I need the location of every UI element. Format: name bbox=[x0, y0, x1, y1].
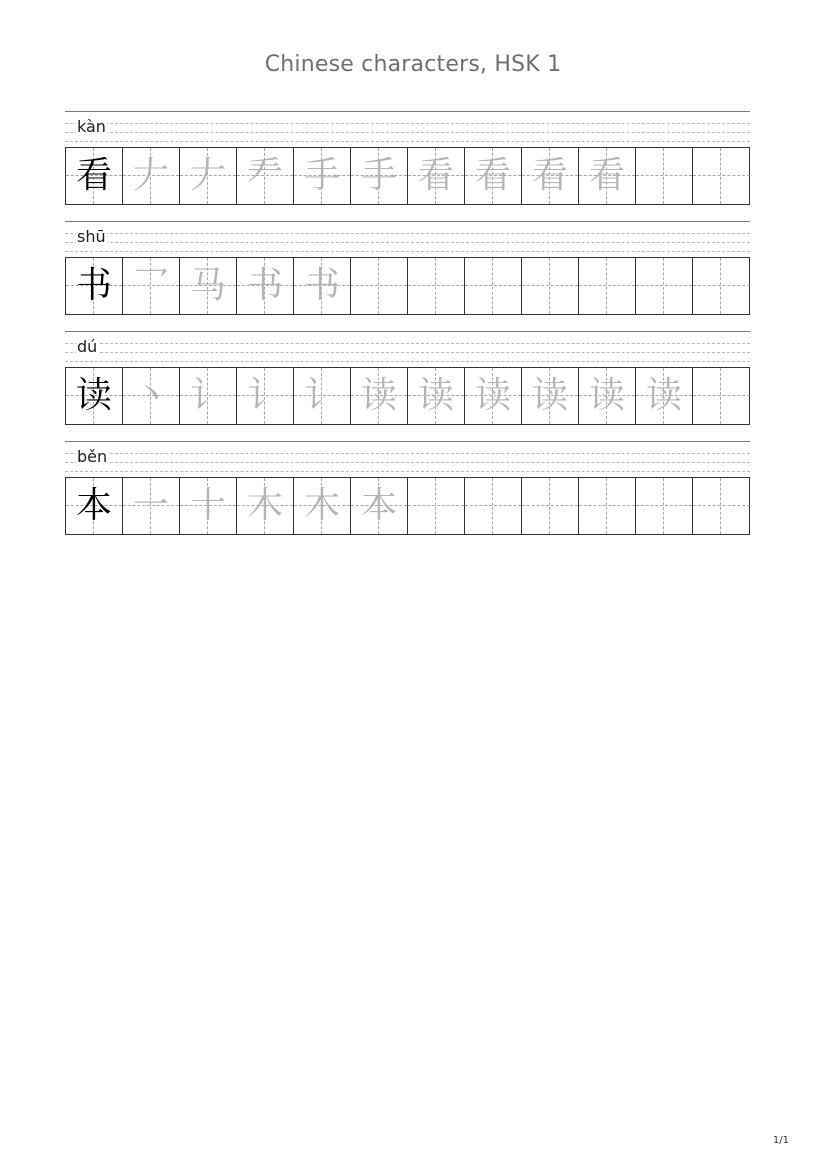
guide-line bbox=[65, 251, 750, 252]
stroke-order-trace: 读 bbox=[474, 375, 511, 416]
guide-line bbox=[65, 352, 750, 353]
guide-line bbox=[65, 471, 750, 472]
stroke-order-trace: 读 bbox=[645, 375, 682, 416]
guide-line bbox=[65, 132, 750, 133]
practice-cell[interactable] bbox=[522, 368, 579, 424]
practice-cell[interactable] bbox=[693, 258, 750, 314]
practice-cell[interactable] bbox=[351, 368, 408, 424]
practice-cell[interactable] bbox=[465, 258, 522, 314]
practice-cell[interactable] bbox=[351, 148, 408, 204]
guide-line bbox=[65, 242, 750, 243]
stroke-order-trace bbox=[636, 258, 692, 314]
stroke-order-trace bbox=[579, 478, 635, 534]
pinyin-label: shū bbox=[77, 227, 106, 246]
practice-cell[interactable] bbox=[579, 478, 636, 534]
practice-cell[interactable] bbox=[294, 148, 351, 204]
guide-line bbox=[65, 462, 750, 463]
practice-cell[interactable] bbox=[123, 368, 180, 424]
stroke-order-trace: 本 bbox=[360, 485, 397, 526]
guide-line bbox=[65, 453, 750, 454]
model-character-cell bbox=[66, 258, 123, 314]
practice-cell[interactable] bbox=[522, 258, 579, 314]
practice-cell[interactable] bbox=[123, 478, 180, 534]
practice-cell[interactable] bbox=[693, 368, 750, 424]
practice-cell[interactable] bbox=[408, 478, 465, 534]
stroke-order-trace: 书 bbox=[246, 265, 283, 306]
practice-cell[interactable] bbox=[522, 148, 579, 204]
guide-line bbox=[65, 141, 750, 142]
stroke-order-trace bbox=[693, 148, 750, 204]
practice-cell[interactable] bbox=[522, 478, 579, 534]
model-character-cell bbox=[66, 478, 123, 534]
model-character: 看 bbox=[75, 155, 112, 196]
pinyin-guide-lines bbox=[65, 441, 750, 477]
model-character: 本 bbox=[75, 485, 112, 526]
writing-grid bbox=[65, 257, 750, 315]
stroke-order-trace: 乛 bbox=[132, 265, 169, 306]
practice-cell[interactable] bbox=[237, 258, 294, 314]
stroke-order-trace: 木 bbox=[246, 485, 283, 526]
pinyin-label: běn bbox=[77, 447, 108, 466]
practice-cell[interactable] bbox=[294, 368, 351, 424]
practice-cell[interactable] bbox=[693, 478, 750, 534]
guide-line bbox=[65, 233, 750, 234]
stroke-order-trace: 看 bbox=[417, 155, 454, 196]
stroke-order-trace: 读 bbox=[360, 375, 397, 416]
stroke-order-trace: 看 bbox=[531, 155, 568, 196]
practice-cell[interactable] bbox=[237, 148, 294, 204]
practice-cell[interactable] bbox=[465, 478, 522, 534]
stroke-order-trace: 十 bbox=[189, 485, 226, 526]
pinyin-guide-lines bbox=[65, 111, 750, 147]
practice-cell[interactable] bbox=[351, 478, 408, 534]
writing-grid bbox=[65, 477, 750, 535]
stroke-order-trace: 木 bbox=[303, 485, 340, 526]
stroke-order-trace: 一 bbox=[132, 485, 169, 526]
pinyin-label: dú bbox=[77, 337, 98, 356]
practice-cell[interactable] bbox=[294, 478, 351, 534]
stroke-order-trace bbox=[522, 258, 578, 314]
practice-cell[interactable] bbox=[693, 148, 750, 204]
stroke-order-trace: 书 bbox=[303, 265, 340, 306]
practice-cell[interactable] bbox=[180, 478, 237, 534]
practice-cell[interactable] bbox=[408, 368, 465, 424]
model-character-cell bbox=[66, 148, 123, 204]
character-row bbox=[65, 221, 750, 346]
stroke-order-trace: 讠 bbox=[303, 375, 340, 416]
stroke-order-trace bbox=[522, 478, 578, 534]
stroke-order-trace: 𠂇 bbox=[132, 155, 169, 196]
stroke-order-trace bbox=[465, 478, 521, 534]
stroke-order-trace bbox=[693, 478, 750, 534]
practice-cell[interactable] bbox=[579, 368, 636, 424]
page-number: 1/1 bbox=[772, 1135, 789, 1146]
practice-cell[interactable] bbox=[408, 258, 465, 314]
character-row bbox=[65, 111, 750, 236]
stroke-order-trace: 讠 bbox=[246, 375, 283, 416]
pinyin-guide-lines bbox=[65, 331, 750, 367]
practice-cell[interactable] bbox=[579, 258, 636, 314]
writing-grid bbox=[65, 147, 750, 205]
practice-cell[interactable] bbox=[408, 148, 465, 204]
stroke-order-trace: 读 bbox=[588, 375, 625, 416]
pinyin-guide-lines bbox=[65, 221, 750, 257]
practice-cell[interactable] bbox=[465, 368, 522, 424]
page-title: Chinese characters, HSK 1 bbox=[264, 52, 562, 77]
stroke-order-trace: 𠂇 bbox=[189, 155, 226, 196]
model-character: 读 bbox=[75, 375, 112, 416]
practice-cell[interactable] bbox=[636, 368, 693, 424]
stroke-order-trace bbox=[408, 478, 464, 534]
practice-cell[interactable] bbox=[123, 258, 180, 314]
stroke-order-trace bbox=[465, 258, 521, 314]
stroke-order-trace: 龵 bbox=[246, 155, 283, 196]
guide-line bbox=[65, 343, 750, 344]
practice-cell[interactable] bbox=[180, 148, 237, 204]
practice-cell[interactable] bbox=[636, 258, 693, 314]
practice-cell[interactable] bbox=[180, 368, 237, 424]
practice-cell[interactable] bbox=[294, 258, 351, 314]
practice-cell[interactable] bbox=[180, 258, 237, 314]
practice-cell[interactable] bbox=[237, 478, 294, 534]
stroke-order-trace: 看 bbox=[474, 155, 511, 196]
practice-cell[interactable] bbox=[579, 148, 636, 204]
stroke-order-trace: 马 bbox=[189, 265, 226, 306]
stroke-order-trace bbox=[351, 258, 407, 314]
stroke-order-trace bbox=[693, 258, 750, 314]
guide-line bbox=[65, 361, 750, 362]
writing-grid bbox=[65, 367, 750, 425]
model-character-cell bbox=[66, 368, 123, 424]
stroke-order-trace bbox=[693, 368, 750, 424]
practice-cell[interactable] bbox=[465, 148, 522, 204]
stroke-order-trace bbox=[408, 258, 464, 314]
practice-cell[interactable] bbox=[351, 258, 408, 314]
character-row bbox=[65, 441, 750, 566]
stroke-order-trace: 看 bbox=[588, 155, 625, 196]
stroke-order-trace: 讠 bbox=[189, 375, 226, 416]
practice-cell[interactable] bbox=[123, 148, 180, 204]
practice-cell[interactable] bbox=[636, 148, 693, 204]
practice-cell[interactable] bbox=[636, 478, 693, 534]
guide-line bbox=[65, 123, 750, 124]
practice-cell[interactable] bbox=[237, 368, 294, 424]
stroke-order-trace: 读 bbox=[531, 375, 568, 416]
stroke-order-trace bbox=[636, 478, 692, 534]
model-character: 书 bbox=[75, 265, 112, 306]
stroke-order-trace bbox=[579, 258, 635, 314]
stroke-order-trace: 读 bbox=[417, 375, 454, 416]
character-row bbox=[65, 331, 750, 456]
stroke-order-trace: 手 bbox=[303, 155, 340, 196]
stroke-order-trace: 丶 bbox=[132, 375, 169, 416]
stroke-order-trace bbox=[636, 148, 692, 204]
pinyin-label: kàn bbox=[77, 117, 106, 136]
stroke-order-trace: 手 bbox=[360, 155, 397, 196]
